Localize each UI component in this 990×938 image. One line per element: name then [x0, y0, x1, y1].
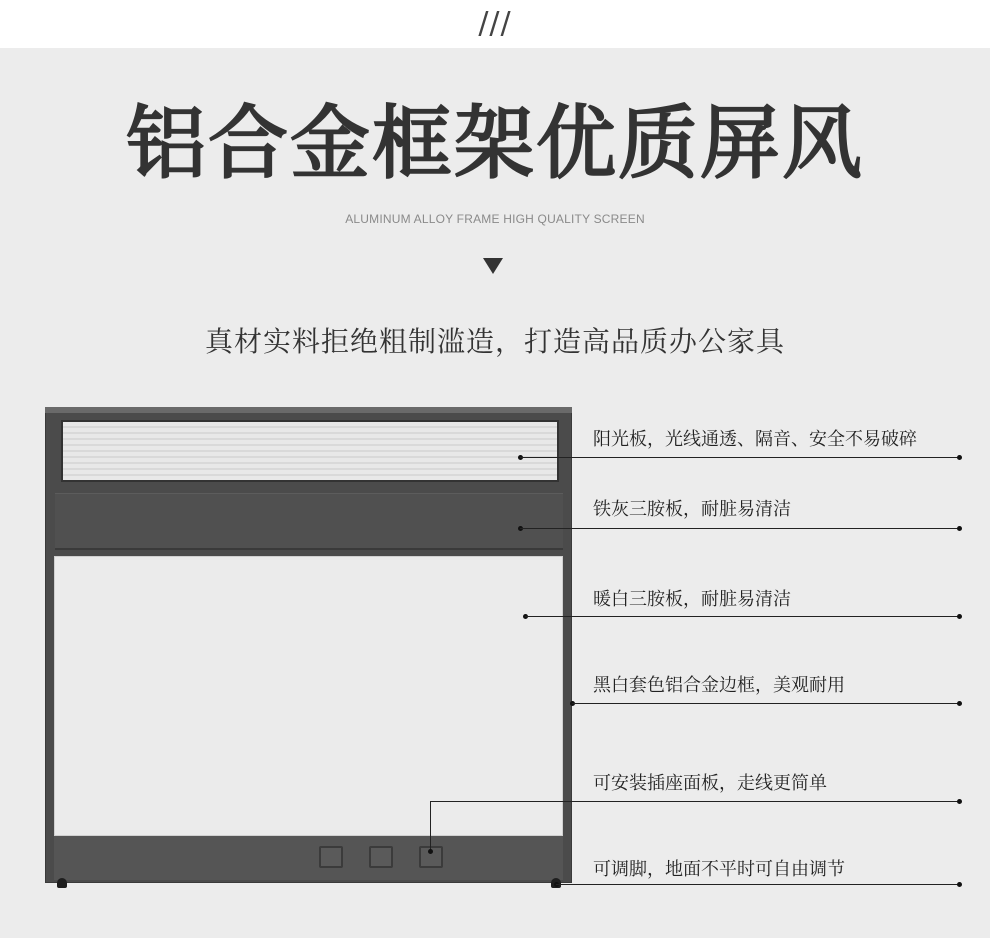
callout-sun-panel: 阳光板，光线通透、隔音、安全不易破碎	[593, 429, 917, 450]
frame-top-cap	[45, 407, 572, 413]
callout-grey-panel: 铁灰三胺板，耐脏易清洁	[593, 499, 791, 520]
polycarbonate-sun-panel	[61, 420, 559, 482]
bottom-rail	[54, 836, 563, 880]
callout-dot	[957, 526, 962, 531]
adjustable-foot-left	[57, 878, 67, 888]
page-subtitle-english: ALUMINUM ALLOY FRAME HIGH QUALITY SCREEN	[345, 212, 645, 226]
callout-line	[520, 457, 960, 458]
callout-white-panel: 暖白三胺板，耐脏易清洁	[593, 589, 791, 610]
callout-dot	[957, 701, 962, 706]
callout-dot	[957, 614, 962, 619]
callout-line	[520, 528, 960, 529]
callout-line	[572, 703, 960, 704]
callout-frame: 黑白套色铝合金边框，美观耐用	[593, 675, 845, 696]
callout-line	[525, 616, 960, 617]
tagline: 真材实料拒绝粗制滥造，打造高品质办公家具	[204, 325, 785, 358]
callout-socket: 可安装插座面板，走线更简单	[593, 773, 827, 794]
callout-dot	[957, 455, 962, 460]
callout-line	[430, 801, 960, 802]
callout-dot	[428, 849, 433, 854]
callout-foot: 可调脚，地面不平时可自由调节	[593, 859, 845, 880]
socket-icon	[319, 846, 343, 868]
callout-dot	[957, 882, 962, 887]
socket-icon	[369, 846, 393, 868]
divider-mark: ///	[478, 6, 512, 41]
callout-leader	[430, 801, 431, 851]
down-arrow-icon	[483, 258, 503, 274]
page-title: 铝合金框架优质屏风	[126, 97, 864, 190]
top-strip	[0, 0, 990, 48]
warm-white-melamine-panel	[54, 556, 563, 836]
callout-line	[556, 884, 960, 885]
callout-dot	[957, 799, 962, 804]
iron-grey-melamine-panel	[55, 493, 563, 550]
